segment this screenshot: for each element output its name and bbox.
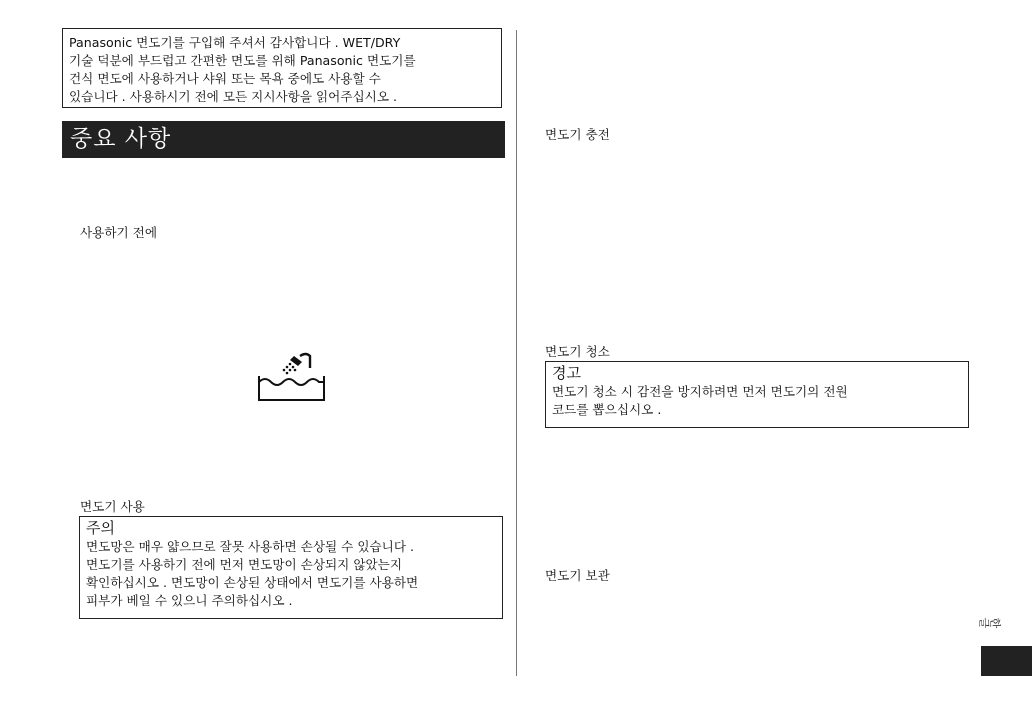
- warning-title: 경고: [552, 364, 581, 382]
- cleaning-heading: 면도기 청소: [545, 344, 610, 359]
- language-tab: [981, 646, 1032, 676]
- charging-heading: 면도기 충전: [545, 127, 610, 142]
- intro-line: Panasonic 면도기를 구입해 주셔서 감사합니다 . WET/DRY: [69, 35, 401, 50]
- caution-line: 면도기를 사용하기 전에 먼저 면도망이 손상되지 않았는지: [86, 557, 402, 572]
- shaver-use-heading: 면도기 사용: [80, 499, 145, 514]
- caution-line: 피부가 베일 수 있으니 주의하십시오 .: [86, 593, 293, 608]
- intro-line: 건식 면도에 사용하거나 샤워 또는 목욕 중에도 사용할 수: [69, 71, 381, 86]
- column-divider: [516, 30, 517, 676]
- caution-box: [79, 516, 503, 619]
- section-banner: 중요 사항: [62, 121, 505, 158]
- intro-box: [62, 28, 502, 108]
- language-label: 한글: [979, 616, 1001, 629]
- caution-line: 확인하십시오 . 면도망이 손상된 상태에서 면도기를 사용하면: [86, 575, 419, 590]
- warning-line: 면도기 청소 시 감전을 방지하려면 먼저 면도기의 전원: [552, 384, 848, 399]
- intro-line: 기술 덕분에 부드럽고 간편한 면도를 위해 Panasonic 면도기를: [69, 53, 416, 68]
- caution-title: 주의: [86, 519, 115, 537]
- warning-line: 코드를 뽑으십시오 .: [552, 402, 662, 417]
- caution-line: 면도망은 매우 얇으므로 잘못 사용하면 손상될 수 있습니다 .: [86, 539, 415, 554]
- storage-heading: 면도기 보관: [545, 568, 610, 583]
- warning-box: [545, 361, 969, 428]
- intro-line: 있습니다 . 사용하시기 전에 모든 지시사항을 읽어주십시오 .: [69, 89, 398, 104]
- shower-bath-icon: [256, 350, 328, 404]
- before-use-heading: 사용하기 전에: [80, 225, 157, 240]
